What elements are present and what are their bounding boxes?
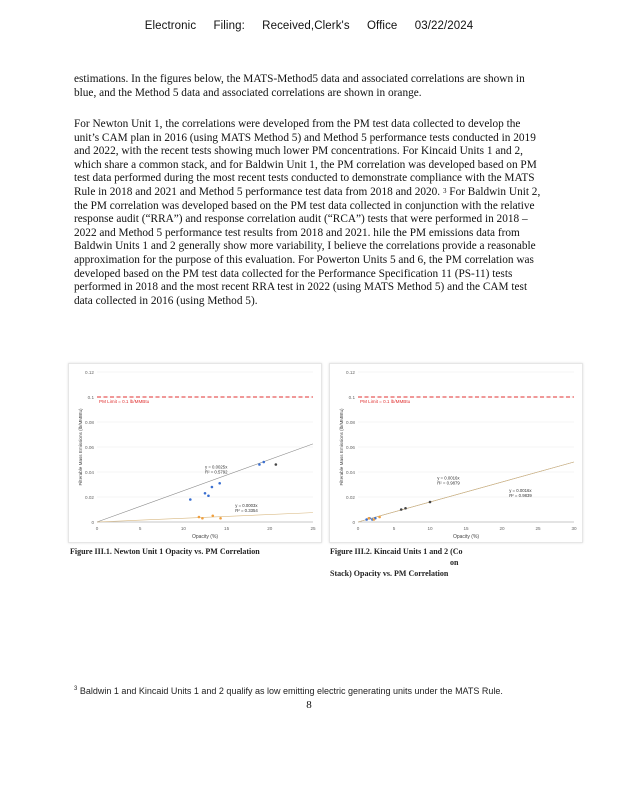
y-tick-label: 0.06: [85, 445, 94, 450]
x-tick-label: 25: [310, 526, 316, 531]
trend-r2: R² = 0.5792: [205, 469, 228, 475]
caption-figure-2-part1: Figure III.2. Kincaid Units 1 and 2 (Co: [330, 547, 463, 556]
newton-chart-svg: [69, 364, 321, 542]
data-point-dark: [275, 463, 278, 466]
data-point-orange: [219, 517, 222, 520]
header-electronic: Electronic: [144, 20, 197, 32]
x-tick-label: 10: [427, 526, 433, 531]
x-tick-label: 5: [392, 526, 396, 531]
y-axis-label: Filterable Mass Emissions (lb/MMBtu): [339, 408, 344, 486]
caption-figure-2-part3: Stack) Opacity vs. PM Correlation: [330, 569, 449, 578]
y-tick-label: 0.12: [85, 370, 94, 375]
trend-equation: y = 0.0016x: [437, 475, 460, 481]
paragraph-correlations-part1: For Newton Unit 1, the correlations were developed from the PM test data collected to develop the unit’s CAM plan in 2016 (using MATS Method 5) and Method 5 performance tests conducted in 2019 and 2022, with the recent tests showing much lower PM concentrations. For Kincaid Units 1 and 2, which share a common stack, and for Baldwin Unit 1, the PM correlation was developed based on PM test data performed during the most recent tests conducted to demonstrate compliance with the MATS Rule in 2018 and 2021 and Method 5 performance test data from 2018 and 2020.: [74, 118, 537, 198]
caption-figure-2: [330, 546, 580, 579]
x-tick-label: 15: [463, 526, 469, 531]
header-date: 03/22/2024: [414, 20, 474, 32]
x-tick-label: 15: [224, 526, 230, 531]
caption-figure-1: Figure III.1. Newton Unit 1 Opacity vs. PM Correlation: [70, 547, 260, 556]
x-tick-label: 0: [95, 526, 99, 531]
caption-figure-2-part2: on: [450, 558, 459, 567]
trend-equation: y = 0.0025x: [205, 464, 228, 470]
trend-r2: R² = 0.9879: [437, 480, 460, 486]
pm-limit-label: PM Limit = 0.1 lb/MMBtu: [99, 399, 150, 404]
data-point-blue: [207, 494, 210, 497]
data-point-orange: [201, 517, 204, 520]
data-point-blue: [218, 482, 221, 485]
x-tick-label: 5: [138, 526, 142, 531]
figure-kincaid-chart: [329, 363, 583, 543]
paragraph-estimations: estimations. In the figures below, the MATS-Method5 data and associated correlations are shown in blue, and the Method 5 data and associated correlations are shown in orange.: [74, 73, 525, 99]
x-tick-label: 20: [499, 526, 505, 531]
header-filing: Filing:: [213, 20, 245, 32]
data-point-blue: [189, 498, 192, 501]
trend-equation: y = 0.0003x: [235, 503, 258, 508]
x-tick-label: 10: [180, 526, 186, 531]
footnote: [74, 686, 544, 696]
data-point-dark: [429, 501, 432, 504]
data-point-dark: [404, 507, 407, 510]
data-point-orange: [368, 517, 371, 520]
data-point-orange: [378, 516, 381, 519]
x-tick-label: 25: [535, 526, 541, 531]
y-tick-label: 0: [352, 520, 355, 525]
x-tick-label: 20: [267, 526, 273, 531]
pm-limit-label: PM Limit = 0.1 lb/MMBtu: [360, 399, 411, 404]
data-point-blue: [258, 463, 261, 466]
y-tick-label: 0.04: [346, 470, 355, 475]
data-point-blue: [204, 492, 207, 495]
x-axis-label: Opacity (%): [191, 534, 219, 540]
y-tick-label: 0.1: [87, 395, 94, 400]
footnote-text: Baldwin 1 and Kincaid Units 1 and 2 qualify as low emitting electric generating units under the MATS Rule.: [77, 686, 503, 696]
y-tick-label: 0.08: [85, 420, 94, 425]
y-tick-label: 0: [91, 520, 94, 525]
paragraph-correlations-part2: For Baldwin Unit 2, the PM correlation was developed based on the PM test data collected in conjunction with the relative response audit (“RRA”) and response correlation audit (“RCA”) tests that were performed in 2018 – 2022 and Method 5 performance test results from 2018 and 2021. hile the PM emissions data from Baldwin Units 1 and 2 generally show more variability, I believe the correlations provide a reasonable approximation for the purpose of this evaluation. For Powerton Units 5 and 6, the PM correlation was developed based on the PM test data collected for the Performance Specification 11 (PS-11) tests performed in 2018 and the most recent RRA test in 2022 (using MATS Method 5) and the CAM test data collected in 2016 (using Method 5).: [74, 185, 541, 307]
footnote-marker: 3: [74, 686, 78, 692]
filing-header: [0, 20, 618, 32]
trend-r2: R² = 0.3354: [235, 508, 258, 513]
data-point-orange: [373, 518, 376, 521]
header-received: Received,Clerk's: [262, 20, 350, 32]
y-tick-label: 0.02: [346, 495, 355, 500]
data-point-dark: [400, 508, 403, 511]
trendline-method-5: [97, 513, 313, 522]
y-tick-label: 0.04: [85, 470, 94, 475]
footnote-reference[interactable]: 3: [442, 186, 447, 195]
header-office: Office: [367, 20, 398, 32]
data-point-orange: [198, 516, 201, 519]
data-point-blue: [211, 486, 214, 489]
data-point-orange: [211, 514, 214, 517]
y-tick-label: 0.02: [85, 495, 94, 500]
x-tick-label: 0: [356, 526, 360, 531]
data-point-blue: [262, 461, 265, 464]
y-tick-label: 0.12: [346, 370, 355, 375]
trend-equation: y = 0.0016x: [509, 488, 532, 493]
page-number: 8: [306, 699, 312, 711]
y-tick-label: 0.08: [346, 420, 355, 425]
trend-r2: R² = 0.9839: [509, 493, 532, 498]
kincaid-chart-svg: [330, 364, 582, 542]
y-axis-label: Filterable Mass Emissions (lb/MMBtu): [78, 408, 83, 486]
figure-newton-chart: [68, 363, 322, 543]
trendline-method-5: [358, 462, 574, 522]
trendline-mats-method-5: [97, 444, 313, 522]
paragraph-correlations: [74, 118, 542, 308]
y-tick-label: 0.06: [346, 445, 355, 450]
y-tick-label: 0.1: [348, 395, 355, 400]
x-axis-label: Opacity (%): [452, 534, 480, 540]
x-tick-label: 30: [571, 526, 577, 531]
